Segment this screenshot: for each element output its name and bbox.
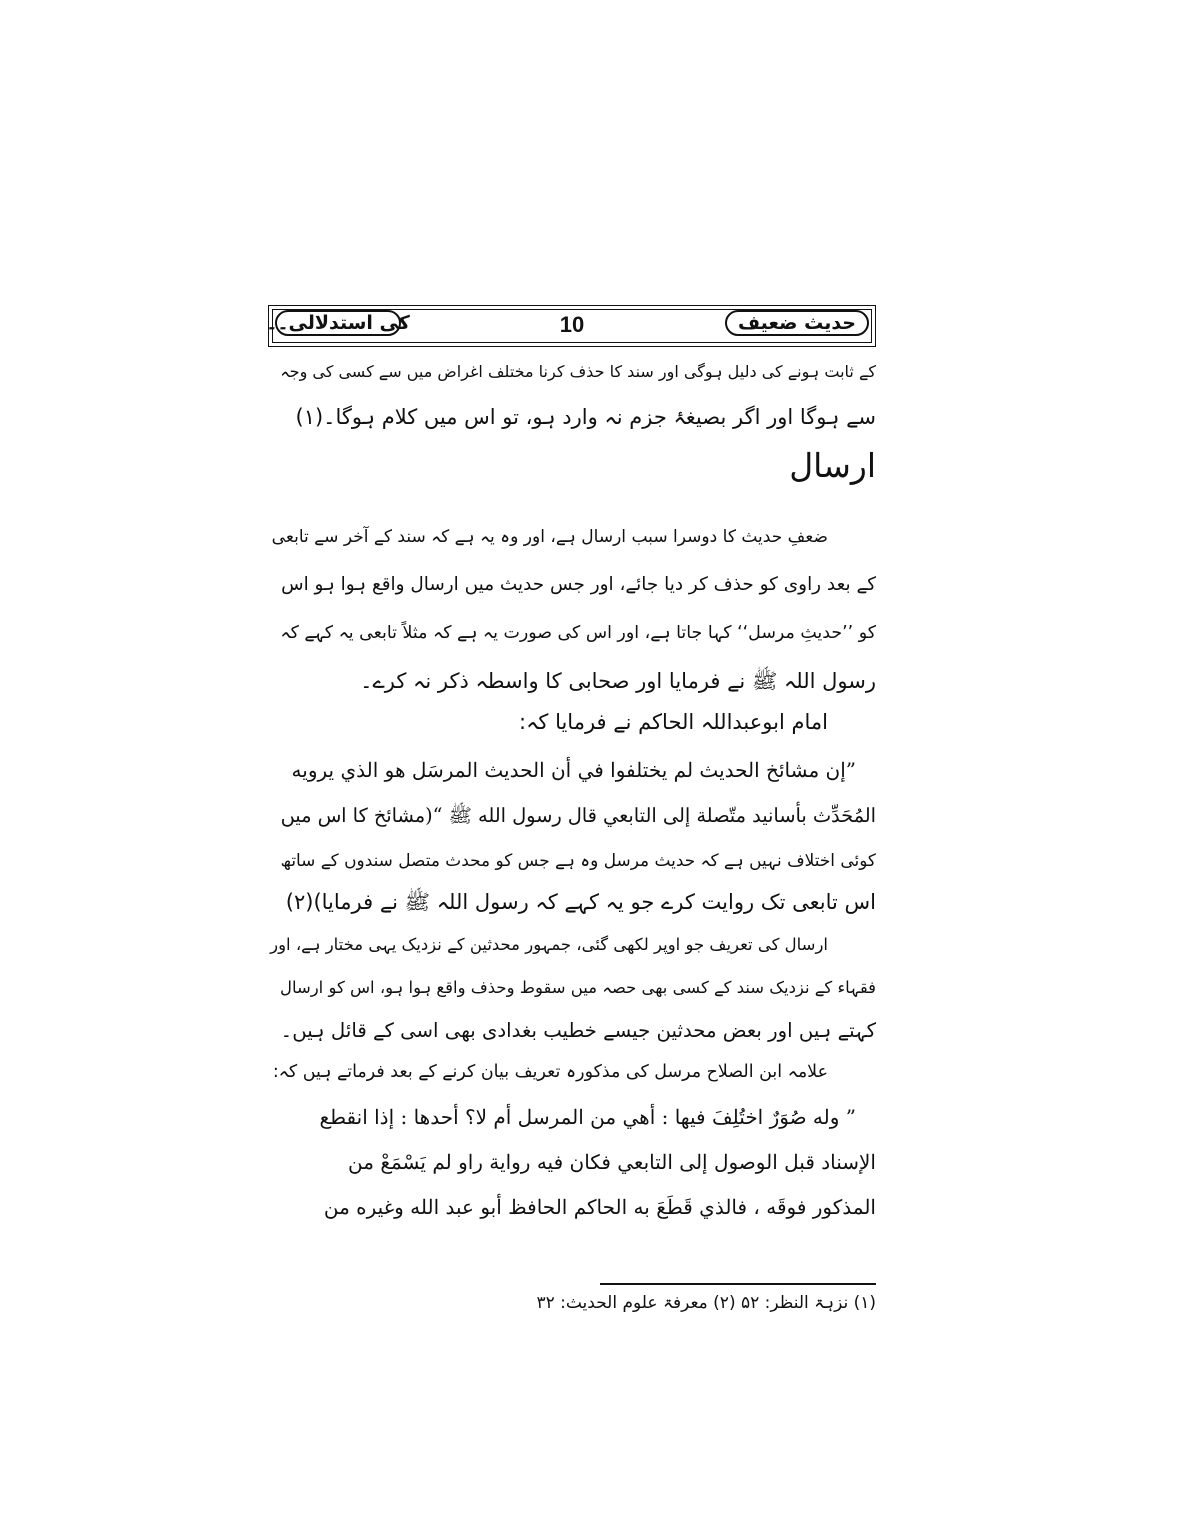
body-line: کے ثابت ہونے کی دلیل ہوگی اور سند کا حذف کرنا مختلف اغراض میں سے کسی کی وجہ: [280, 362, 876, 381]
page-header: [268, 305, 876, 347]
body-line: رسول اللہ ﷺ نے فرمایا اور صحابی کا واسطہ ذکر نہ کرے۔: [360, 669, 876, 693]
body-line: اس تابعی تک روایت کرے جو یہ کہے کہ رسول اللہ ﷺ نے فرمایا)(۲): [285, 890, 876, 914]
body-line: کوئی اختلاف نہیں ہے کہ حدیث مرسل وہ ہے جس کو محدث متصل سندوں کے ساتھ: [280, 850, 876, 870]
body-line: کو ’’حدیثِ مرسل‘‘ کہا جاتا ہے، اور اس کی صورت یہ ہے کہ مثلاً تابعی یہ کہے کہ: [280, 623, 876, 643]
body-line: سے ہوگا اور اگر بصیغۂ جزم نہ وارد ہو، تو اس میں کلام ہوگا۔(۱): [295, 405, 876, 429]
body-line: امام ابوعبداللہ الحاکم نے فرمایا کہ:: [519, 710, 828, 734]
footnote-text: (۱) نزہۃ النظر: ۵۲ (۲) معرفۃ علوم الحدیث: ۳۲: [536, 1293, 876, 1313]
section-heading: ارسال: [789, 446, 876, 485]
body-line: علامہ ابن الصلاح مرسل کی مذکورہ تعریف بیان کرنے کے بعد فرماتے ہیں کہ:: [272, 1062, 828, 1082]
arabic-quote-line: ” وله صُوَرٌ اختُلِفَ فيها : أهي من المرسل أم لا؟ أحدها : إذا انقطع: [319, 1105, 856, 1129]
arabic-quote-line: المُحَدِّث بأسانيد متّصلة إلى التابعي قال رسول الله ﷺ “(مشائخ کا اس میں: [280, 804, 876, 827]
header-book-title-badge: حدیث ضعیف: [725, 310, 869, 336]
header-book-subtitle-badge: کی استدلالی۔۔: [266, 312, 410, 334]
body-line: فقہاء کے نزدیک سند کے کسی بھی حصہ میں سقوط وحذف واقع ہوا ہو، اس کو ارسال: [280, 978, 876, 997]
arabic-quote-line: المذكور فوقَه ، فالذي قَطَعَ به الحاكم الحافظ أبو عبد الله وغيره من: [323, 1195, 876, 1219]
arabic-quote-line: ”إن مشائخ الحديث لم يختلفوا في أن الحديث المرسَل هو الذي يرويه: [291, 758, 856, 782]
body-line: ضعفِ حدیث کا دوسرا سبب ارسال ہے، اور وہ یہ ہے کہ سند کے آخر سے تابعی: [271, 527, 828, 547]
arabic-quote-line: الإسناد قبل الوصول إلى التابعي فكان فيه رواية راو لم يَسْمَعْ من: [348, 1150, 876, 1174]
page-number: 10: [559, 312, 585, 337]
body-line: کہتے ہیں اور بعض محدثین جیسے خطیب بغدادی بھی اسی کے قائل ہیں۔: [280, 1019, 876, 1042]
body-line: کے بعد راوی کو حذف کر دیا جائے، اور جس حدیث میں ارسال واقع ہوا ہو اس: [281, 574, 876, 595]
footnote-divider: [600, 1283, 876, 1285]
body-line: ارسال کی تعریف جو اوپر لکھی گئی، جمہور محدثین کے نزدیک یہی مختار ہے، اور: [270, 935, 828, 954]
